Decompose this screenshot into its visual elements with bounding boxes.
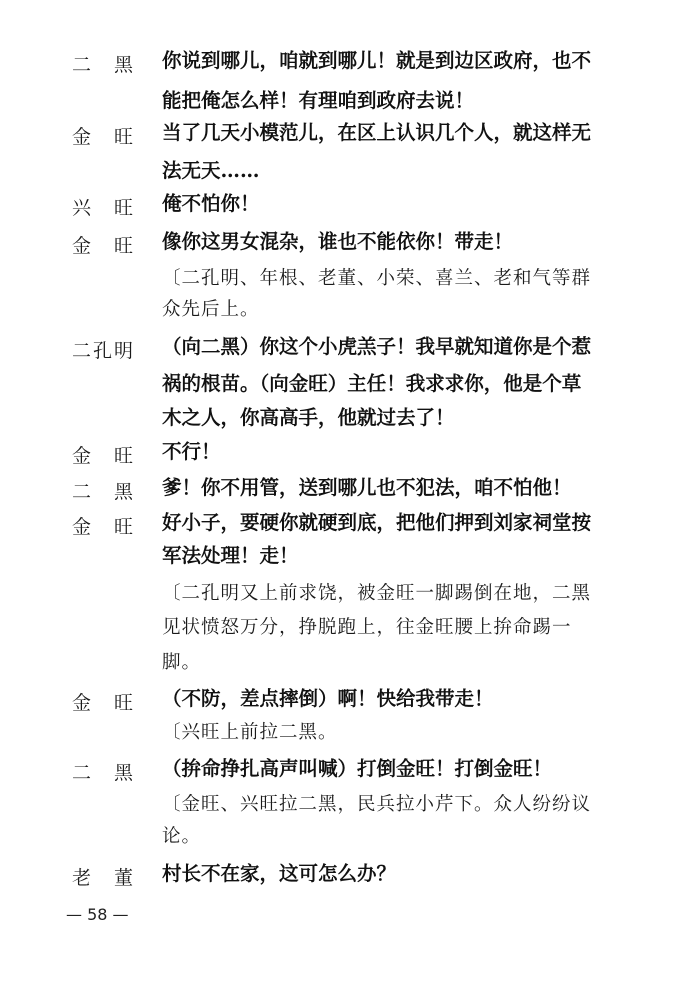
dialogue-line: 你说到哪儿，咱就到哪儿！就是到边区政府，也不 (162, 49, 592, 72)
speaker-name: 二 黑 (72, 762, 136, 784)
dialogue-line: 军法处理！走！ (162, 544, 299, 567)
speaker-name: 二 黑 (72, 481, 136, 503)
stage-direction: 众先后上。 (162, 299, 260, 320)
dialogue-line: 当了几天小模范儿，在区上认识几个人，就这样无 (162, 121, 592, 144)
stage-direction: 论。 (162, 826, 202, 847)
stage-direction: 脚。 (162, 652, 202, 673)
speaker-name: 老 董 (72, 867, 136, 889)
speaker-name: 二 黑 (72, 54, 136, 76)
dialogue-line: 像你这男女混杂，谁也不能依你！带走！ (162, 230, 514, 253)
dialogue-line: 好小子，要硬你就硬到底，把他们押到刘家祠堂按 (162, 511, 592, 534)
stage-direction: 〔二孔明、年根、老董、小荣、喜兰、老和气等群 (162, 268, 592, 289)
stage-direction: 〔兴旺上前拉二黑。 (162, 722, 338, 743)
speaker-name: 兴 旺 (72, 197, 136, 219)
stage-direction: 见状愤怒万分，挣脱跑上，往金旺腰上拚命踢一 (162, 617, 572, 638)
speaker-name: 金 旺 (72, 516, 136, 538)
dialogue-line: 祸的根苗。（向金旺）主任！我求求你，他是个草 (162, 372, 582, 395)
speaker-name: 金 旺 (72, 445, 136, 467)
speaker-name: 金 旺 (72, 692, 136, 714)
dialogue-line: （向二黑）你这个小虎羔子！我早就知道你是个惹 (162, 335, 592, 358)
dialogue-line: （拚命挣扎高声叫喊）打倒金旺！打倒金旺！ (162, 757, 553, 780)
speaker-name: 二孔明 (72, 340, 136, 362)
dialogue-line: 村长不在家，这可怎么办？ (162, 862, 397, 885)
page-number: — 58 — (66, 905, 129, 924)
speaker-name: 金 旺 (72, 126, 136, 148)
dialogue-line: （不防，差点摔倒）啊！快给我带走！ (162, 687, 494, 710)
dialogue-line: 不行！ (162, 440, 221, 463)
dialogue-line: 爹！你不用管，送到哪儿也不犯法，咱不怕他！ (162, 476, 572, 499)
dialogue-line: 木之人，你高高手，他就过去了！ (162, 406, 455, 429)
dialogue-line: 法无天…… (162, 159, 260, 182)
speaker-name: 金 旺 (72, 235, 136, 257)
stage-direction: 〔金旺、兴旺拉二黑，民兵拉小芹下。众人纷纷议 (162, 794, 592, 815)
dialogue-line: 能把俺怎么样！有理咱到政府去说！ (162, 89, 475, 112)
dialogue-line: 俺不怕你！ (162, 192, 260, 215)
stage-direction: 〔二孔明又上前求饶，被金旺一脚踢倒在地，二黑 (162, 583, 592, 604)
